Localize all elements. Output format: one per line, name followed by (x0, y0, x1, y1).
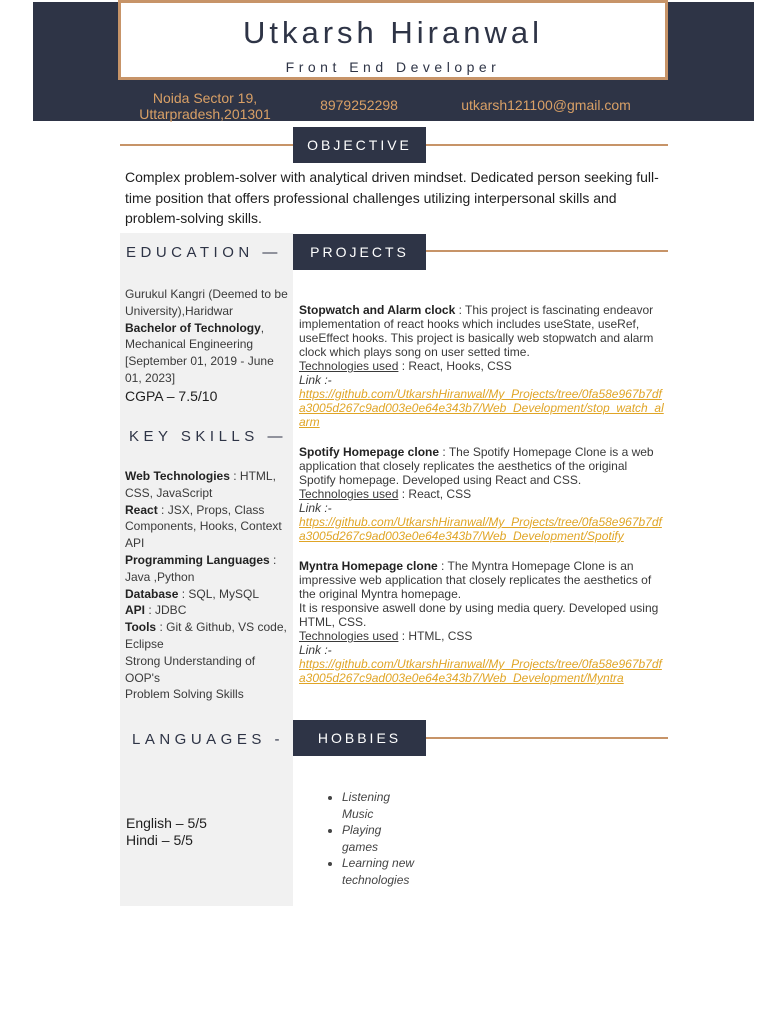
skill-item (125, 502, 289, 552)
projects-heading: PROJECTS (293, 234, 426, 270)
project-link[interactable]: https://github.com/UtkarshHiranwal/My_Projects/tree/0fa58e967b7dfa3005d267c9ad003e0e64e343b7/Web_Development/Myntra (299, 657, 662, 685)
project-desc-text: : The Spotify Homepage Clone is a web application that closely replicates the aesthetics of the original Spotify homepage. Developed using React and CSS. (299, 445, 654, 487)
objective-text: Complex problem-solver with analytical driven mindset. Dedicated person seeking full-time position that offers professional challenges utilizing interpersonal skills and problem-solving skills. (125, 169, 659, 226)
project-link-label (299, 373, 665, 387)
skill-label: Web Technologies (125, 469, 230, 483)
language-item: English – 5/5 (126, 815, 207, 831)
skill-item (125, 602, 289, 619)
hobby-item: • Playing games (342, 822, 420, 855)
skill-value: : HTML, CSS, JavaScript (125, 469, 276, 500)
project-name: Spotify Homepage clone (299, 445, 440, 459)
link-label: Link :- (299, 501, 332, 515)
link-label: Link :- (299, 643, 332, 657)
languages-heading: LANGUAGES - (132, 731, 285, 748)
objective-heading: OBJECTIVE (293, 127, 426, 163)
address-line-1: Noida Sector 19, (152, 90, 258, 106)
skill-label: React (125, 502, 158, 517)
tech-value: : React, CSS (398, 487, 472, 501)
education-block (125, 286, 289, 406)
education-dates: [September 01, 2019 - June 01, 2023] (125, 354, 274, 385)
tech-label: Technologies used (299, 629, 399, 643)
skills-heading: KEY SKILLS — (129, 428, 287, 445)
project-desc-text: : The Myntra Homepage Clone is an impressive web application that closely replicates the aesthetics of the original Myntra homepage. (299, 559, 652, 601)
skill-value: : Java ,Python (125, 552, 277, 584)
education-degree-line (125, 320, 289, 354)
skill-label: Tools (125, 620, 157, 635)
contact-address (128, 90, 282, 122)
education-major: , Mechanical Engineering (125, 320, 265, 352)
project-item (299, 559, 665, 685)
contact-email[interactable]: utkarsh121100@gmail.com (461, 97, 631, 113)
tech-label: Technologies used (299, 487, 399, 501)
skill-label: API (125, 603, 146, 618)
project-description-2: It is responsive aswell done by using media query. Developed using HTML, CSS. (299, 601, 659, 629)
project-description (299, 445, 665, 487)
hobby-item: • Listening Music (342, 789, 420, 822)
skill-item (125, 468, 289, 502)
languages-list (126, 815, 207, 849)
skill-label: Programming Languages (125, 552, 270, 567)
project-tech (299, 629, 665, 643)
skill-label: Database (125, 586, 179, 601)
tech-value: : HTML, CSS (398, 629, 473, 643)
skill-value: : SQL, MySQL (178, 586, 260, 601)
project-item (299, 303, 665, 429)
link-label: Link :- (299, 373, 332, 387)
project-name: Myntra Homepage clone (299, 559, 438, 573)
project-tech (299, 359, 665, 373)
tech-value: : React, Hooks, CSS (398, 359, 512, 373)
project-link-label (299, 501, 665, 515)
skill-item (125, 619, 289, 653)
project-link[interactable]: https://github.com/UtkarshHiranwal/My_Projects/tree/0fa58e967b7dfa3005d267c9ad003e0e64e343b7/Web_Development/Spotify (299, 515, 662, 543)
skill-value: : JSX, Props, Class Components, Hooks, Context API (125, 502, 282, 551)
skill-item (125, 552, 289, 586)
tech-label: Technologies used (299, 359, 399, 373)
skill-extra: Problem Solving Skills (125, 687, 244, 702)
hobbies-block (320, 789, 420, 889)
project-description (299, 303, 665, 359)
project-tech (299, 487, 665, 501)
candidate-name: Utkarsh Hiranwal (242, 15, 543, 50)
candidate-role: Front End Developer (285, 59, 501, 75)
project-item (299, 445, 665, 543)
project-name: Stopwatch and Alarm clock (299, 303, 456, 317)
project-link-label (299, 643, 665, 657)
address-line-2: Uttarpradesh,201301 (139, 106, 271, 122)
hobbies-list (320, 789, 420, 889)
education-cgpa: CGPA – 7.5/10 (125, 387, 218, 404)
hobby-item: • Learning new technologies (342, 855, 420, 888)
skills-block (125, 468, 289, 703)
hobbies-heading: HOBBIES (293, 720, 426, 756)
education-institution: Gurukul Kangri (Deemed to be University),Haridwar (125, 287, 288, 318)
skill-item (125, 586, 289, 603)
language-item: Hindi – 5/5 (126, 832, 193, 848)
education-degree: Bachelor of Technology (125, 320, 261, 335)
contact-phone[interactable]: 8979252298 (320, 97, 398, 113)
education-heading: EDUCATION — (126, 244, 282, 261)
project-description (299, 559, 665, 601)
skill-extra: Strong Understanding of OOP's (125, 653, 256, 685)
name-box (118, 0, 668, 80)
skill-value: : Git & Github, VS code, Eclipse (125, 620, 287, 651)
skill-value: : JDBC (145, 603, 187, 618)
project-link[interactable]: https://github.com/UtkarshHiranwal/My_Projects/tree/0fa58e967b7dfa3005d267c9ad003e0e64e343b7/Web_Development/stop_watch_alarm (299, 387, 664, 429)
project-desc-text: : This project is fascinating endeavor implementation of react hooks which includes useState, useRef, useEffect hooks. This project is basically web stopwatch and alarm clock which plays song on user setted time. (299, 303, 654, 359)
